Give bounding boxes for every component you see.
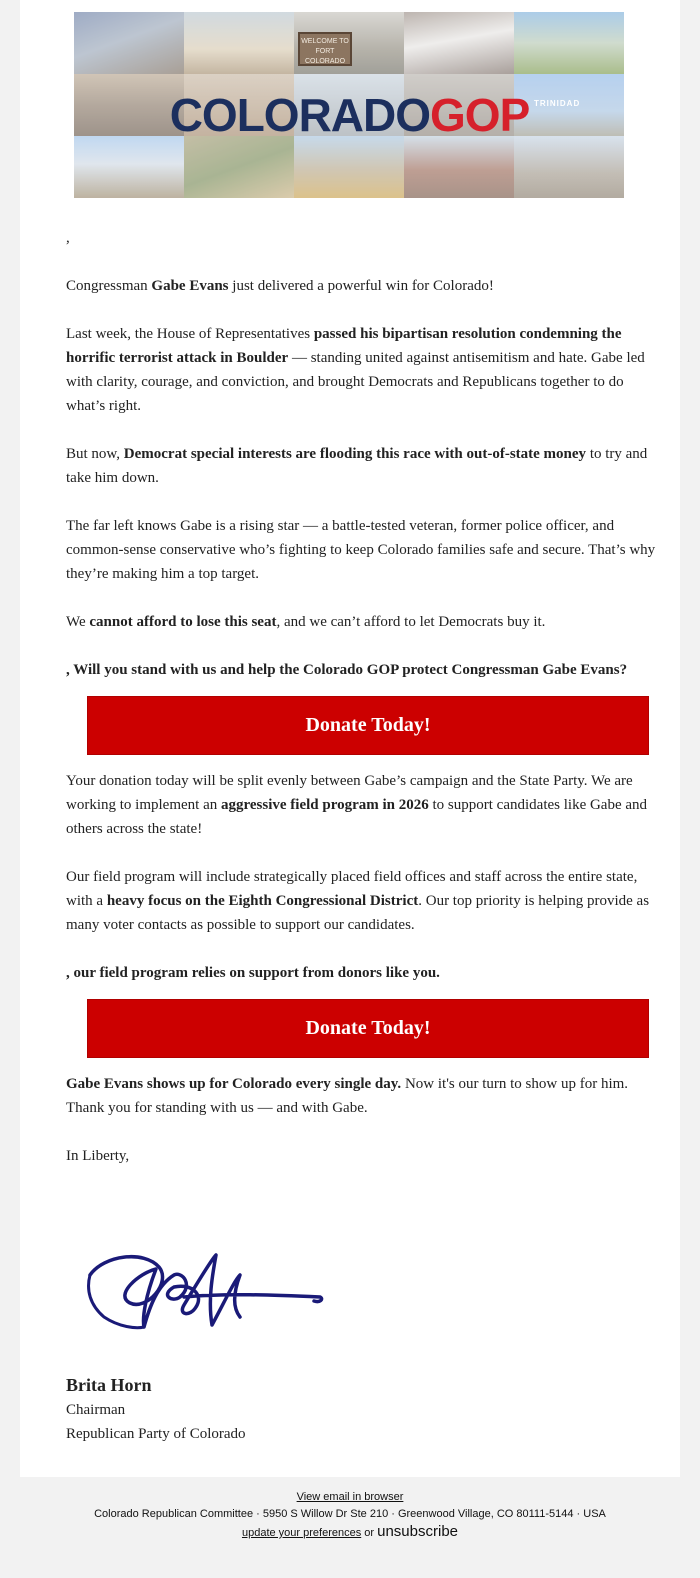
body-text: In Liberty,: [66, 1148, 130, 1164]
email-footer: [0, 1489, 700, 1542]
body-text: just delivered a powerful win for Colorado!: [228, 278, 494, 294]
signature-image: [84, 1245, 329, 1335]
signer-title: Chairman: [66, 1402, 126, 1418]
paragraph: [66, 769, 666, 841]
update-preferences-link[interactable]: update your preferences: [241, 1527, 362, 1539]
emphasis-text: Gabe Evans: [151, 278, 229, 294]
email-body: [66, 226, 666, 1192]
paragraph: [66, 442, 666, 490]
call-to-action-text: [66, 658, 666, 682]
colorado-gop-logo: [74, 84, 625, 146]
body-text: — standing united against antisemitism and hate. Gabe led with clarity, courage, and conviction, and brought Democrats and Republicans together to do what’s right.: [66, 350, 645, 414]
body-text: But now,: [66, 446, 124, 462]
header-banner: [74, 12, 625, 199]
body-text: to support candidates like Gabe and others across the state!: [66, 797, 648, 837]
body-text: Last week, the House of Representatives: [66, 326, 314, 342]
body-text: . Our top priority is helping provide as many voter contacts as possible to support our candidates.: [66, 893, 650, 933]
email-card: [20, 0, 680, 1477]
paragraph: [66, 610, 666, 634]
logo-text-gop: GOP: [430, 89, 530, 141]
signer-block: [66, 1372, 466, 1446]
emphasis-text: Democrat special interests are flooding this race with out-of-state money: [123, 446, 587, 462]
sign-off: [66, 1144, 666, 1168]
body-text: We: [66, 614, 90, 630]
trinidad-sign: TRINIDAD: [534, 99, 581, 108]
emphasis-text: , Will you stand with us and help the Colorado GOP protect Congressman Gabe Evans?: [66, 662, 628, 678]
unsubscribe-link[interactable]: unsubscribe: [377, 1523, 459, 1540]
call-to-action-text: [66, 961, 666, 985]
emphasis-text: Gabe Evans shows up for Colorado every single day.: [66, 1076, 402, 1092]
body-text: Now it's our turn to show up for him. Thank you for standing with us — and with Gabe.: [66, 1076, 629, 1116]
paragraph: [66, 514, 666, 586]
body-text: The far left knows Gabe is a rising star — a battle-tested veteran, former police officer, and common-sense conservative who’s fighting to keep Colorado families safe and secure. That’s why they’re making him a top target.: [66, 518, 656, 582]
body-text: Our field program will include strategically placed field offices and staff across the entire state, with a: [66, 869, 638, 909]
paragraph: [66, 274, 666, 298]
emphasis-text: passed his bipartisan resolution condemning the horrific terrorist attack in Boulder: [66, 326, 622, 366]
signer-name: Brita Horn: [66, 1375, 152, 1395]
signer-org: Republican Party of Colorado: [66, 1426, 246, 1442]
body-text: , and we can’t afford to let Democrats buy it.: [276, 614, 546, 630]
emphasis-text: , our field program relies on support from donors like you.: [66, 965, 440, 981]
closing-paragraph: [66, 1072, 666, 1120]
body-text: to try and take him down.: [66, 446, 648, 486]
body-text: Your donation today will be split evenly between Gabe’s campaign and the State Party. We are working to implement an: [66, 773, 633, 813]
emphasis-text: cannot afford to lose this seat: [89, 614, 277, 630]
paragraph: [66, 865, 666, 937]
emphasis-text: aggressive field program in 2026: [220, 797, 429, 813]
view-in-browser-link[interactable]: View email in browser: [296, 1491, 404, 1503]
greeting: ,: [66, 230, 70, 246]
paragraph: [66, 322, 666, 418]
emphasis-text: heavy focus on the Eighth Congressional District: [106, 893, 419, 909]
welcome-sign: WELCOME TO FORT COLORADO: [298, 32, 352, 66]
mailing-address: Colorado Republican Committee · 5950 S Willow Dr Ste 210 · Greenwood Village, CO 80111-5144 · USA: [94, 1508, 606, 1520]
footer-or-text: or: [361, 1527, 378, 1539]
donate-button[interactable]: Donate Today!: [87, 999, 649, 1058]
logo-text-colorado: COLORADO: [169, 89, 431, 141]
body-text: Congressman: [66, 278, 152, 294]
donate-button[interactable]: Donate Today!: [87, 696, 649, 755]
